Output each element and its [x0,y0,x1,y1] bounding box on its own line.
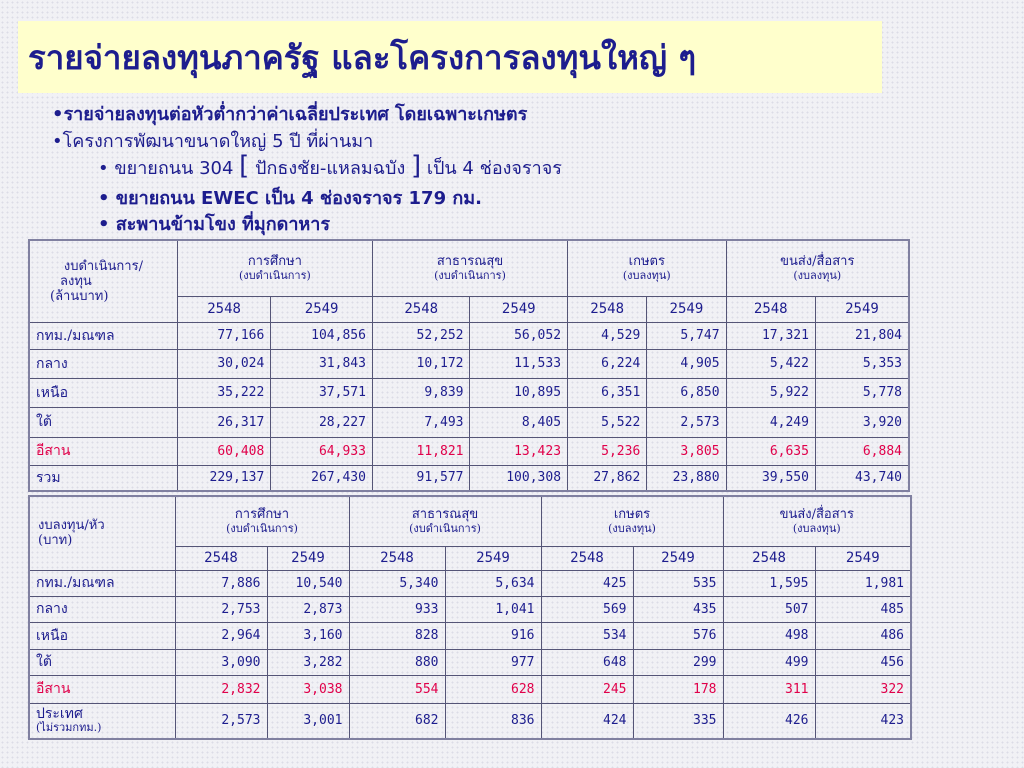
table-cell: 311 [723,675,815,703]
year-header: 2548 [372,296,470,322]
table-cell: 485 [815,596,911,622]
year-header: 2549 [633,546,723,570]
table2-group-transport [723,496,911,546]
table-cell: 26,317 [177,407,270,437]
table-cell: 267,430 [271,465,373,491]
group-sublabel: (งบลงทุน) [622,269,671,283]
row-label: อีสาน [29,437,177,465]
group-label: การศึกษา [234,507,290,523]
table-cell: 576 [633,622,723,649]
per-capita-budget-table-baht [28,495,912,740]
table-cell: 229,137 [177,465,270,491]
table-cell: 2,873 [267,596,349,622]
table-cell: 8,405 [470,407,568,437]
table-cell: 933 [349,596,445,622]
table-cell: 426 [723,703,815,739]
table1-group-agriculture [568,240,727,296]
bullet-road-304 [98,153,562,182]
title-banner [18,21,882,93]
table1-group-education [177,240,372,296]
table-cell: 5,634 [445,570,541,596]
table-cell: 486 [815,622,911,649]
table-cell: 5,340 [349,570,445,596]
group-sublabel: (งบดำเนินการ) [238,269,311,283]
road-304-prefix: • ขยายถนน 304 [98,158,240,179]
table-cell: 100,308 [470,465,568,491]
year-header: 2549 [445,546,541,570]
table-cell: 37,571 [271,378,373,407]
row-label: กทม./มณฑล [29,322,177,349]
table-cell: 2,964 [175,622,267,649]
table-cell: 3,282 [267,649,349,675]
table2-group-agriculture [541,496,723,546]
table-cell: 648 [541,649,633,675]
table-cell: 3,920 [815,407,909,437]
row-label: รวม [29,465,177,491]
row-label: ใต้ [29,407,177,437]
table-cell: 435 [633,596,723,622]
table-cell: 335 [633,703,723,739]
table-cell: 6,635 [726,437,815,465]
table-cell: 60,408 [177,437,270,465]
table-cell: 628 [445,675,541,703]
row-label: กลาง [29,349,177,378]
group-label: ขนส่ง/สื่อสาร [780,254,855,270]
table-row [29,675,911,703]
table-cell: 6,850 [647,378,726,407]
open-bracket: [ [239,151,250,181]
table1-corner-line3: (ล้านบาท) [50,288,109,304]
table-cell: 3,160 [267,622,349,649]
table-cell: 3,090 [175,649,267,675]
table-cell: 1,981 [815,570,911,596]
table-cell: 2,753 [175,596,267,622]
table-cell: 535 [633,570,723,596]
table-cell: 10,172 [372,349,470,378]
table-cell: 30,024 [177,349,270,378]
table-cell: 178 [633,675,723,703]
year-header: 2548 [541,546,633,570]
bullet-ewec-road: • ขยายถนน EWEC เป็น 4 ช่องจราจร 179 กม. [98,188,482,209]
table-row [29,465,909,491]
road-304-route: ปักธงชัย-แหลมฉบัง [249,158,411,179]
table-cell: 423 [815,703,911,739]
table-cell: 11,821 [372,437,470,465]
table-cell: 507 [723,596,815,622]
year-header: 2548 [349,546,445,570]
group-sublabel: (งบดำเนินการ) [434,269,506,283]
table-cell: 5,778 [815,378,909,407]
table-cell: 4,529 [568,322,647,349]
row-label-main: ประเทศ [36,706,83,723]
table-cell: 91,577 [372,465,470,491]
group-sublabel: (งบดำเนินการ) [409,522,481,536]
row-label: กทม./มณฑล [29,570,175,596]
table-cell: 2,573 [175,703,267,739]
budget-table-million-baht [28,239,910,492]
bullet-mekong-bridge: • สะพานข้ามโขง ที่มุกดาหาร [98,214,331,235]
table-cell: 425 [541,570,633,596]
year-header: 2549 [470,296,568,322]
group-sublabel: (งบลงทุน) [792,522,841,536]
year-header: 2549 [267,546,349,570]
year-header: 2549 [647,296,726,322]
table-cell: 5,522 [568,407,647,437]
table-cell: 1,595 [723,570,815,596]
table-row [29,570,911,596]
table-cell: 836 [445,703,541,739]
year-header: 2548 [175,546,267,570]
row-label-note: (ไม่รวมกทม.) [36,721,102,735]
table-row [29,378,909,407]
table-cell: 64,933 [271,437,373,465]
bullet-major-projects: •โครงการพัฒนาขนาดใหญ่ 5 ปี ที่ผ่านมา [52,131,374,152]
table-cell: 916 [445,622,541,649]
table-cell: 5,922 [726,378,815,407]
table-cell: 13,423 [470,437,568,465]
table-cell: 21,804 [815,322,909,349]
table-cell: 828 [349,622,445,649]
row-label: กลาง [29,596,175,622]
table2-corner-header [29,496,175,570]
bullet-investment-per-capita: •รายจ่ายลงทุนต่อหัวต่ำกว่าค่าเฉลี่ยประเทศ โดยเฉพาะเกษตร [52,104,528,125]
table2-group-education [175,496,349,546]
table-cell: 5,422 [726,349,815,378]
table-cell: 11,533 [470,349,568,378]
year-header: 2548 [723,546,815,570]
table-cell: 299 [633,649,723,675]
group-sublabel: (งบลงทุน) [608,522,656,536]
row-label: เหนือ [29,622,175,649]
table-cell: 3,001 [267,703,349,739]
table-cell: 456 [815,649,911,675]
group-label: สาธารณสุข [411,507,479,523]
table-cell: 4,905 [647,349,726,378]
table1-corner-header [29,240,177,322]
table-cell: 6,224 [568,349,647,378]
table-cell: 10,895 [470,378,568,407]
page-title: รายจ่ายลงทุนภาครัฐ และโครงการลงทุนใหญ่ ๆ [28,37,697,77]
group-sublabel: (งบลงทุน) [793,269,842,283]
table-cell: 28,227 [271,407,373,437]
row-label: ใต้ [29,649,175,675]
table-cell: 7,886 [175,570,267,596]
table-cell: 35,222 [177,378,270,407]
row-label: อีสาน [29,675,175,703]
table-cell: 17,321 [726,322,815,349]
table-cell: 2,832 [175,675,267,703]
close-bracket: ] [410,151,422,181]
table2-group-health [349,496,541,546]
table-cell: 322 [815,675,911,703]
table-cell: 7,493 [372,407,470,437]
table-cell: 2,573 [647,407,726,437]
table-cell: 77,166 [177,322,270,349]
year-header: 2549 [271,296,373,322]
table-cell: 27,862 [568,465,647,491]
table-cell: 23,880 [647,465,726,491]
table-cell: 3,038 [267,675,349,703]
row-label: เหนือ [29,378,177,407]
table-cell: 1,041 [445,596,541,622]
year-header: 2548 [177,296,270,322]
table-cell: 682 [349,703,445,739]
table-cell: 534 [541,622,633,649]
table1-corner-line1: งบดำเนินการ/ [63,258,143,274]
group-sublabel: (งบดำเนินการ) [226,522,298,536]
table2-corner-line2: (บาท) [38,533,73,549]
year-header: 2549 [815,296,909,322]
table1-group-health [372,240,567,296]
table1-group-transport [726,240,909,296]
table-cell: 10,540 [267,570,349,596]
group-label: ขนส่ง/สื่อสาร [779,507,854,523]
table-cell: 6,351 [568,378,647,407]
year-header: 2549 [815,546,911,570]
table-cell: 104,856 [271,322,373,349]
year-header: 2548 [726,296,815,322]
table-cell: 9,839 [372,378,470,407]
group-label: เกษตร [628,254,665,270]
table-row [29,349,909,378]
table-cell: 5,236 [568,437,647,465]
table-cell: 245 [541,675,633,703]
table-cell: 31,843 [271,349,373,378]
table2-corner-line1: งบลงทุน/หัว [38,518,105,534]
table-row [29,622,911,649]
table-row [29,322,909,349]
group-label: สาธารณสุข [436,254,504,270]
table-cell: 569 [541,596,633,622]
table-cell: 424 [541,703,633,739]
table-row [29,437,909,465]
table-cell: 6,884 [815,437,909,465]
year-header: 2548 [568,296,647,322]
table-cell: 5,353 [815,349,909,378]
table-cell: 56,052 [470,322,568,349]
table-cell: 3,805 [647,437,726,465]
table-cell: 977 [445,649,541,675]
table1-corner-line2: ลงทุน [60,273,92,289]
table-cell: 554 [349,675,445,703]
table-cell: 498 [723,622,815,649]
table-row [29,596,911,622]
table-row [29,649,911,675]
table-cell: 5,747 [647,322,726,349]
table-row [29,703,911,739]
table-cell: 39,550 [726,465,815,491]
table-cell: 880 [349,649,445,675]
table-cell: 52,252 [372,322,470,349]
table-cell: 499 [723,649,815,675]
table-row [29,407,909,437]
table-cell: 4,249 [726,407,815,437]
road-304-suffix: เป็น 4 ช่องจราจร [421,158,562,179]
group-label: เกษตร [613,507,651,523]
group-label: การศึกษา [247,254,302,270]
row-label [29,703,175,739]
table-cell: 43,740 [815,465,909,491]
